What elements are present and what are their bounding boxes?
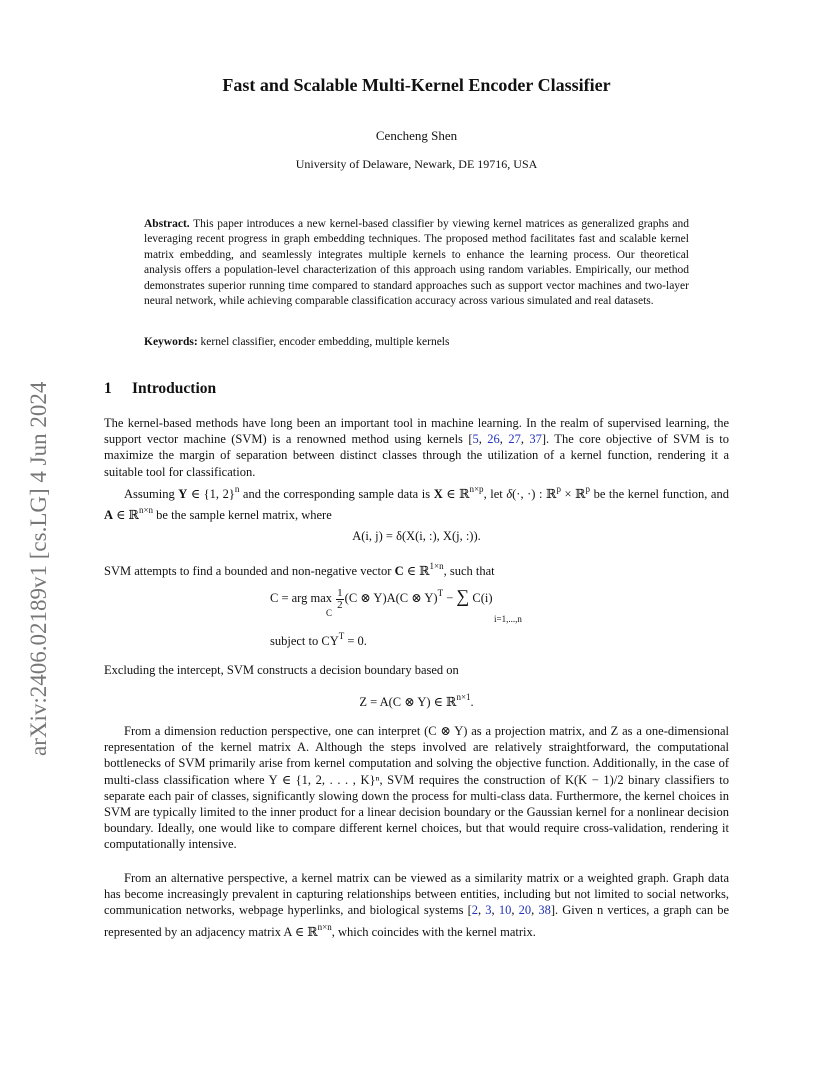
- author-name: Cencheng Shen: [375, 128, 458, 143]
- p6-text-a: From an alternative perspective, a kernel matrix can be viewed as a similarity matrix or a weighted graph. Graph data has become increasingly prevalent in capturing relationships between entities, including but not limited to social networks, communication networks, webpage hyperlinks, and biological systems [: [104, 871, 729, 918]
- citation-link[interactable]: 20: [518, 903, 532, 918]
- citation-link[interactable]: 2: [471, 903, 479, 918]
- paper-title: Fast and Scalable Multi-Kernel Encoder Classifier: [222, 75, 611, 95]
- p6-text-b: ]. Given n vertices, a graph can be represented by an adjacency matrix A ∈ ℝ: [104, 903, 730, 939]
- section-title: Introduction: [132, 380, 217, 397]
- p2-text-b: and the corresponding sample data is: [242, 487, 431, 501]
- paragraph-2: Assuming Y ∈ {1, 2}$^n$ and the corresponding sample data is X ∈ ℝ$^{n\times p}$, let δ(·, ·) : ℝ$^p$ × ℝ$^p$ be the kernel function, and A ∈ ℝ$^{n\times n}$ be the sample kernel matrix, where: [104, 484, 729, 523]
- equation-decision-boundary: Z = A(C ⊗ Y) ∈ ℝ$^{n\times 1}$.: [359, 692, 474, 709]
- arxiv-id-text: arXiv:2406.02189v1 [cs.LG] 4 Jun 2024: [26, 381, 51, 756]
- citation-link[interactable]: 3: [485, 903, 492, 918]
- eq2-argmax-sub: C: [326, 608, 333, 618]
- paragraph-6: From an alternative perspective, a kernel matrix can be viewed as a similarity matrix or a weighted graph. Graph data has become increasingly prevalent in capturing relationships between entities, including but not limited to social networks, communication networks, webpage hyperlinks, and biological systems [2, 3, 10, 20, 38]. Given n vertices, a graph can be represented by an adjacency matrix A ∈ ℝ$^{n\times n}$, which coincides with the kernel matrix.: [104, 871, 730, 939]
- paragraph-3: SVM attempts to find a bounded and non-negative vector C ∈ ℝ$^{1\times n}$, such that: [104, 561, 495, 578]
- keywords-label: Keywords:: [144, 336, 198, 348]
- eq2-lhs: C = arg max: [270, 591, 333, 605]
- eq2-body: (C ⊗ Y)A(C ⊗ Y): [344, 591, 438, 605]
- citation-link[interactable]: 10: [498, 903, 512, 918]
- abstract-text: This paper introduces a new kernel-based classifier by viewing kernel matrices as generalized graphs and leveraging recent progress in graph embedding techniques. The proposed method facilitates fast and scalable kernel matrix embedding, and seamlessly integrates multiple kernels to enhance the learning process. Our theoretical analysis offers a population-level characterization of this approach using random variables. Empirically, our method demonstrates superior running time compared to standard approaches such as support vector machines and two-layer neural network, while achieving comparable classification accuracy across various simulated and real datasets.: [144, 218, 689, 308]
- citation-link[interactable]: 27: [508, 432, 521, 447]
- p2-text-a: Assuming: [124, 487, 175, 501]
- keywords-text: kernel classifier, encoder embedding, multiple kernels: [200, 336, 450, 348]
- p2-text-d: be the kernel function, and: [593, 487, 729, 501]
- p3-text-b: , such that: [443, 564, 495, 578]
- paragraph-4: Excluding the intercept, SVM constructs a decision boundary based on: [104, 663, 459, 677]
- section-number: 1: [104, 380, 112, 397]
- p1-text-b: ]. The core objective of SVM is to maximize the margin of separation between distinct classes through the utilization of a kernel function, rendering it a suitable tool for classification.: [104, 432, 730, 479]
- citation-link[interactable]: 38: [538, 903, 551, 918]
- abstract-label: Abstract.: [144, 218, 190, 230]
- p2-text-c: , let: [483, 487, 503, 501]
- equation-constraint: subject to $CY^T = 0$.: [270, 631, 367, 648]
- section-heading: [104, 380, 216, 398]
- equation-kernel-matrix: A(i, j) = δ(X(i, :), X(j, :)).: [352, 529, 481, 543]
- paragraph-1: The kernel-based methods have long been an important tool in machine learning. In the realm of supervised learning, the support vector machine (SVM) is a renowned method using kernels [5, 26, 27, 37]. The core objective of SVM is to maximize the margin of separation between distinct classes through the utilization of a kernel function, rendering it a suitable tool for classification.: [104, 416, 730, 479]
- eq2-fraction: $\frac{1}{2}$: [337, 586, 343, 611]
- arxiv-sidebar-stamp: [14, 290, 58, 760]
- eq2-tail: C(i): [472, 591, 493, 605]
- equation-svm-objective: C = arg max $\frac{1}{2}$ (C ⊗ Y)A(C ⊗ Y)$^T$ − ∑ C(i): [270, 586, 493, 611]
- p6-text-c: , which coincides with the kernel matrix.: [331, 924, 536, 939]
- sum-symbol: ∑: [456, 586, 470, 606]
- p2-text-e: be the sample kernel matrix, where: [156, 508, 332, 523]
- citation-link[interactable]: 37: [529, 432, 542, 447]
- p1-text-a: The kernel-based methods have long been an important tool in machine learning. In the realm of supervised learning, the support vector machine (SVM) is a renowned method using kernels [: [104, 416, 729, 447]
- keywords: [144, 336, 689, 348]
- paragraph-5: From a dimension reduction perspective, one can interpret (C ⊗ Y) as a projection matrix, and Z as a one-dimensional representation of the kernel matrix A. Although the steps involved are relatively straightforward, the computational bottlenecks of SVM primarily arise from kernel computation and solving the objective function. Additionally, in the case of multi-class classification where Y ∈ {1, 2, . . . , K}ⁿ, SVM requires the construction of K(K − 1)/2 binary classifiers to separate each pair of classes, significantly slowing down the process for multi-class data. Furthermore, the kernel choices in SVM are typically limited to the inner product for a linear decision boundary or the Gaussian kernel for a nonlinear decision boundary. Ideally, one would like to compare different kernel choices, but that would require cross-validation, rendering it computationally intensive.: [104, 724, 729, 852]
- eq2-sum-sub: i=1,...,n: [494, 614, 522, 624]
- citation-link[interactable]: 26: [487, 432, 500, 447]
- citation-link[interactable]: 5: [472, 432, 479, 447]
- p3-text-a: SVM attempts to find a bounded and non-negative vector: [104, 564, 392, 578]
- abstract: [144, 217, 689, 309]
- author-affiliation: University of Delaware, Newark, DE 19716, USA: [295, 157, 538, 171]
